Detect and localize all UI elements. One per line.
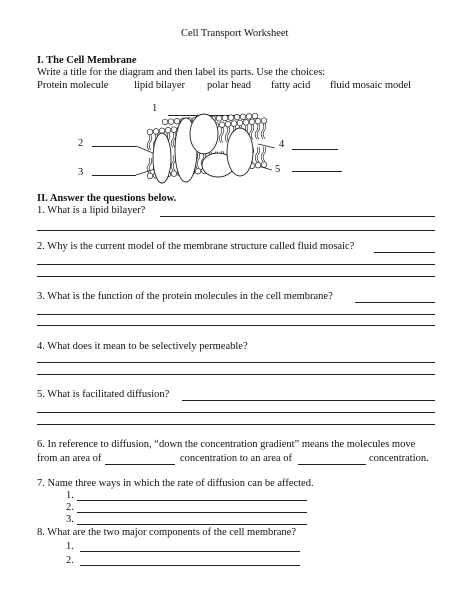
question-1: 1. What is a lipid bilayer? [37, 205, 146, 216]
answer-line[interactable] [37, 424, 435, 425]
section-2-heading: II. Answer the questions below. [37, 193, 177, 204]
answer-line[interactable] [80, 551, 300, 552]
diagram-label-5: 5 [275, 164, 281, 175]
answer-line[interactable] [80, 565, 300, 566]
question-6-part-a: from an area of [37, 453, 102, 464]
answer-line[interactable] [37, 362, 435, 363]
answer-line[interactable] [37, 412, 435, 413]
q7-item-2: 2. [66, 502, 74, 513]
choice-fluid-mosaic-model: fluid mosaic model [330, 80, 412, 91]
question-2: 2. Why is the current model of the membrane structure called fluid mosaic? [37, 241, 355, 252]
answer-line[interactable] [374, 252, 435, 253]
answer-blank-from[interactable] [105, 464, 175, 465]
answer-line[interactable] [77, 512, 307, 513]
question-8: 8. What are the two major components of the cell membrane? [37, 527, 297, 538]
diagram-label-3: 3 [78, 167, 84, 178]
answer-blank-to[interactable] [298, 464, 366, 465]
question-5: 5. What is facilitated diffusion? [37, 389, 170, 400]
q8-item-1: 1. [66, 541, 74, 552]
diagram-label-1: 1 [152, 103, 158, 114]
diagram-label-4: 4 [279, 139, 285, 150]
answer-line[interactable] [37, 325, 435, 326]
choice-polar-head: polar head [207, 80, 252, 91]
choice-lipid-bilayer: lipid bilayer [134, 80, 186, 91]
question-6-line-1: 6. In reference to diffusion, “down the concentration gradient” means the molecules move [37, 439, 416, 450]
answer-line[interactable] [37, 230, 435, 231]
choice-protein-molecule: Protein molecule [37, 80, 109, 91]
answer-line[interactable] [37, 276, 435, 277]
worksheet-title: Cell Transport Worksheet [181, 28, 289, 39]
answer-line[interactable] [182, 400, 435, 401]
answer-line[interactable] [355, 302, 435, 303]
choice-fatty-acid: fatty acid [271, 80, 311, 91]
answer-line[interactable] [77, 524, 307, 525]
q8-item-2: 2. [66, 555, 74, 566]
diagram-label-2: 2 [78, 138, 84, 149]
question-6-part-c: concentration. [369, 453, 429, 464]
answer-line[interactable] [37, 314, 435, 315]
question-7: 7. Name three ways in which the rate of diffusion can be affected. [37, 478, 314, 489]
q7-item-3: 3. [66, 514, 74, 525]
answer-line[interactable] [37, 264, 435, 265]
question-3: 3. What is the function of the protein molecules in the cell membrane? [37, 291, 333, 302]
section-1-heading: I. The Cell Membrane [37, 55, 137, 66]
answer-line[interactable] [37, 374, 435, 375]
question-6-part-b: concentration to an area of [180, 453, 292, 464]
q7-item-1: 1. [66, 490, 74, 501]
diagram-instruction: Write a title for the diagram and then label its parts. Use the choices: [37, 67, 326, 78]
answer-line[interactable] [160, 216, 435, 217]
answer-line[interactable] [77, 500, 307, 501]
question-4: 4. What does it mean to be selectively permeable? [37, 341, 248, 352]
